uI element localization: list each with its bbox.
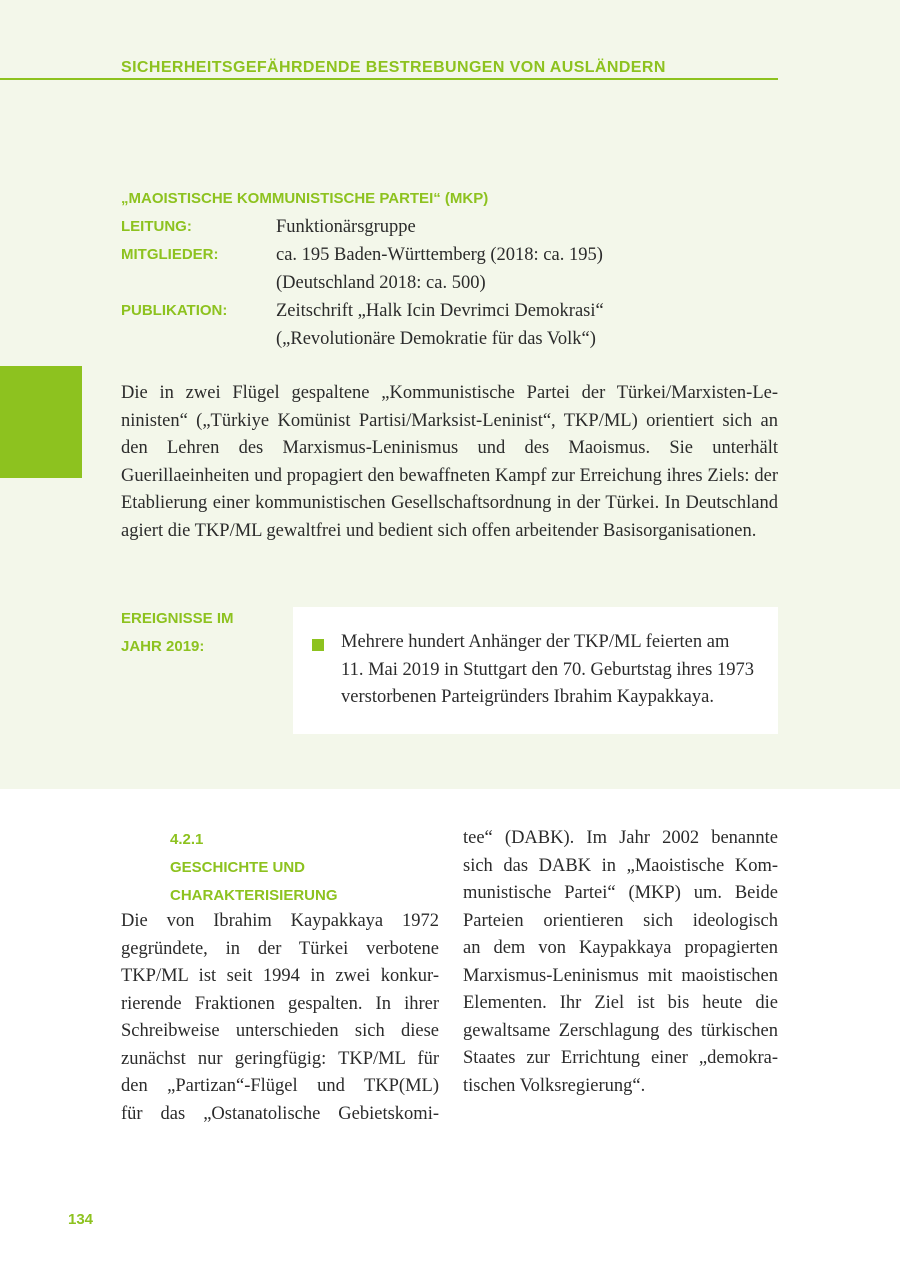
intro-paragraph: Die in zwei Flügel gespaltene „Kommunistische Partei der Türkei/Marxisten-Leninisten“ („Türkiye Komünist Partisi/Marksist-Leninist“, TKP/ML) orientiert sich an den Lehren des Marxismus-Leninismus und des Maoismus. Sie unterhält Guerillaeinheiten und propagiert den bewaffneten Kampf zur Erreichung ihres Ziels: der Etablierung einer kommunistischen Gesellschaftsordnung in der Türkei. In Deutschland agiert die TKP/ML gewaltfrei und bedient sich offen arbeitender Basisorganisationen.	[121, 383, 778, 541]
bullet-square-icon	[312, 639, 324, 651]
section-number: 4.2.1	[170, 831, 204, 848]
fact-mitglieder	[121, 241, 778, 297]
fact-label: PUBLIKATION:	[121, 302, 228, 319]
events-label: EREIGNISSE IM JAHR 2019:	[121, 610, 234, 655]
fact-label: LEITUNG:	[121, 218, 192, 235]
events-box	[293, 607, 778, 734]
fact-value: ca. 195 Baden-Württemberg (2018: ca. 195)	[276, 245, 603, 265]
fact-label: MITGLIEDER:	[121, 246, 219, 263]
chapter-side-tab	[0, 366, 82, 478]
fact-leitung	[121, 213, 778, 241]
organization-title: „MAOISTISCHE KOMMUNISTISCHE PARTEI“ (MKP)	[121, 190, 489, 207]
fact-value: (Deutschland 2018: ca. 500)	[276, 273, 486, 293]
fact-value: Zeitschrift „Halk Icin Devrimci Demokrasi“	[276, 301, 604, 321]
page-number: 134	[68, 1211, 94, 1228]
body-column-right: tee“ (DABK). Im Jahr 2002 benannte sich das DABK in „Maoistische Kom- munistische Partei“ (MKP) um. Beide Parteien orientieren sich ideologisch an dem von Kaypakkaya propagierten Marxismus-Leninismus mit maoistischen Elementen. Ihr Ziel ist bis heute die gewaltsame Zerschlagung des türkischen Staates zur Errichtung einer „demokra- tischen Volksregierung“.	[463, 828, 778, 1096]
header-rule	[0, 78, 778, 80]
section-heading	[170, 826, 338, 910]
section-title: CHARAKTERISIERUNG	[170, 887, 338, 904]
fact-value: Funktionärsgruppe	[276, 217, 416, 237]
organization-facts	[121, 213, 778, 353]
fact-publikation	[121, 297, 778, 353]
event-item: Mehrere hundert Anhänger der TKP/ML feierten am 11. Mai 2019 in Stuttgart den 70. Geburtstag ihres 1973 verstorbenen Parteigründers Ibrahim Kaypakkaya.	[341, 632, 754, 707]
running-header: SICHERHEITSGEFÄHRDENDE BESTREBUNGEN VON AUSLÄNDERN	[121, 59, 666, 76]
fact-value: („Revolutionäre Demokratie für das Volk“)	[276, 329, 596, 349]
section-title: GESCHICHTE UND	[170, 859, 306, 876]
body-column-left: Die von Ibrahim Kaypakkaya 1972 gegründete, in der Türkei verbotene TKP/ML ist seit 1994 in zwei konkur- rierende Fraktionen gespalten. In ihrer Schreibweise unterschieden sich diese zunächst nur geringfügig: TKP/ML für den „Partizan“-Flügel und TKP(ML) für das „Ostanatolische Gebietskomi-	[121, 911, 439, 1124]
